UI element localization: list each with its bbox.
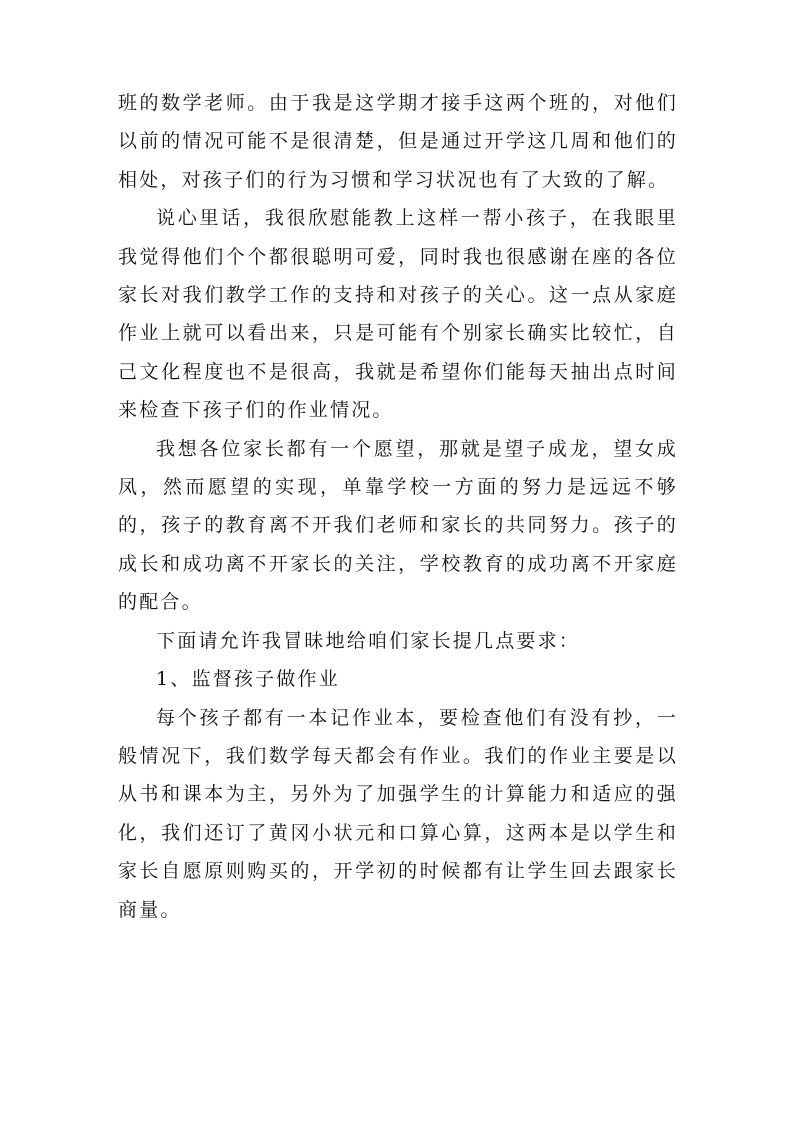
paragraph-continuation: 班的数学老师。由于我是这学期才接手这两个班的，对他们以前的情况可能不是很清楚，但是通过开学这几周和他们的相处，对孩子们的行为习惯和学习状况也有了大致的了解。: [118, 92, 678, 191]
document-body: [118, 84, 678, 929]
paragraph-gratitude: 说心里话，我很欣慰能教上这样一帮小孩子，在我眼里我觉得他们个个都很聪明可爱，同时我也很感谢在座的各位家长对我们教学工作的支持和对孩子的关心。这一点从家庭作业上就可以看出来，只是可能有个别家长确实比较忙，自己文化程度也不是很高，我就是希望你们能每天抽出点时间来检查下孩子们的作业情况。: [118, 207, 678, 422]
paragraph-requests-intro: 下面请允许我冒昧地给咱们家长提几点要求：: [156, 629, 581, 652]
paragraph-cooperation: 我想各位家长都有一个愿望，那就是望子成龙，望女成凤，然而愿望的实现，单靠学校一方面的努力是远远不够的，孩子的教育离不开我们老师和家长的共同努力。孩子的成长和成功离不开家长的关注，学校教育的成功离不开家庭的配合。: [118, 437, 678, 614]
heading-item-1: 1、监督孩子做作业: [156, 668, 340, 691]
paragraph-homework: 每个孩子都有一本记作业本，要检查他们有没有抄，一般情况下，我们数学每天都会有作业。我们的作业主要是以从书和课本为主，另外为了加强学生的计算能力和适应的强化，我们还订了黄冈小状元和口算心算，这两本是以学生和家长自愿原则购买的，开学初的时候都有让学生回去跟家长商量。: [118, 706, 678, 921]
